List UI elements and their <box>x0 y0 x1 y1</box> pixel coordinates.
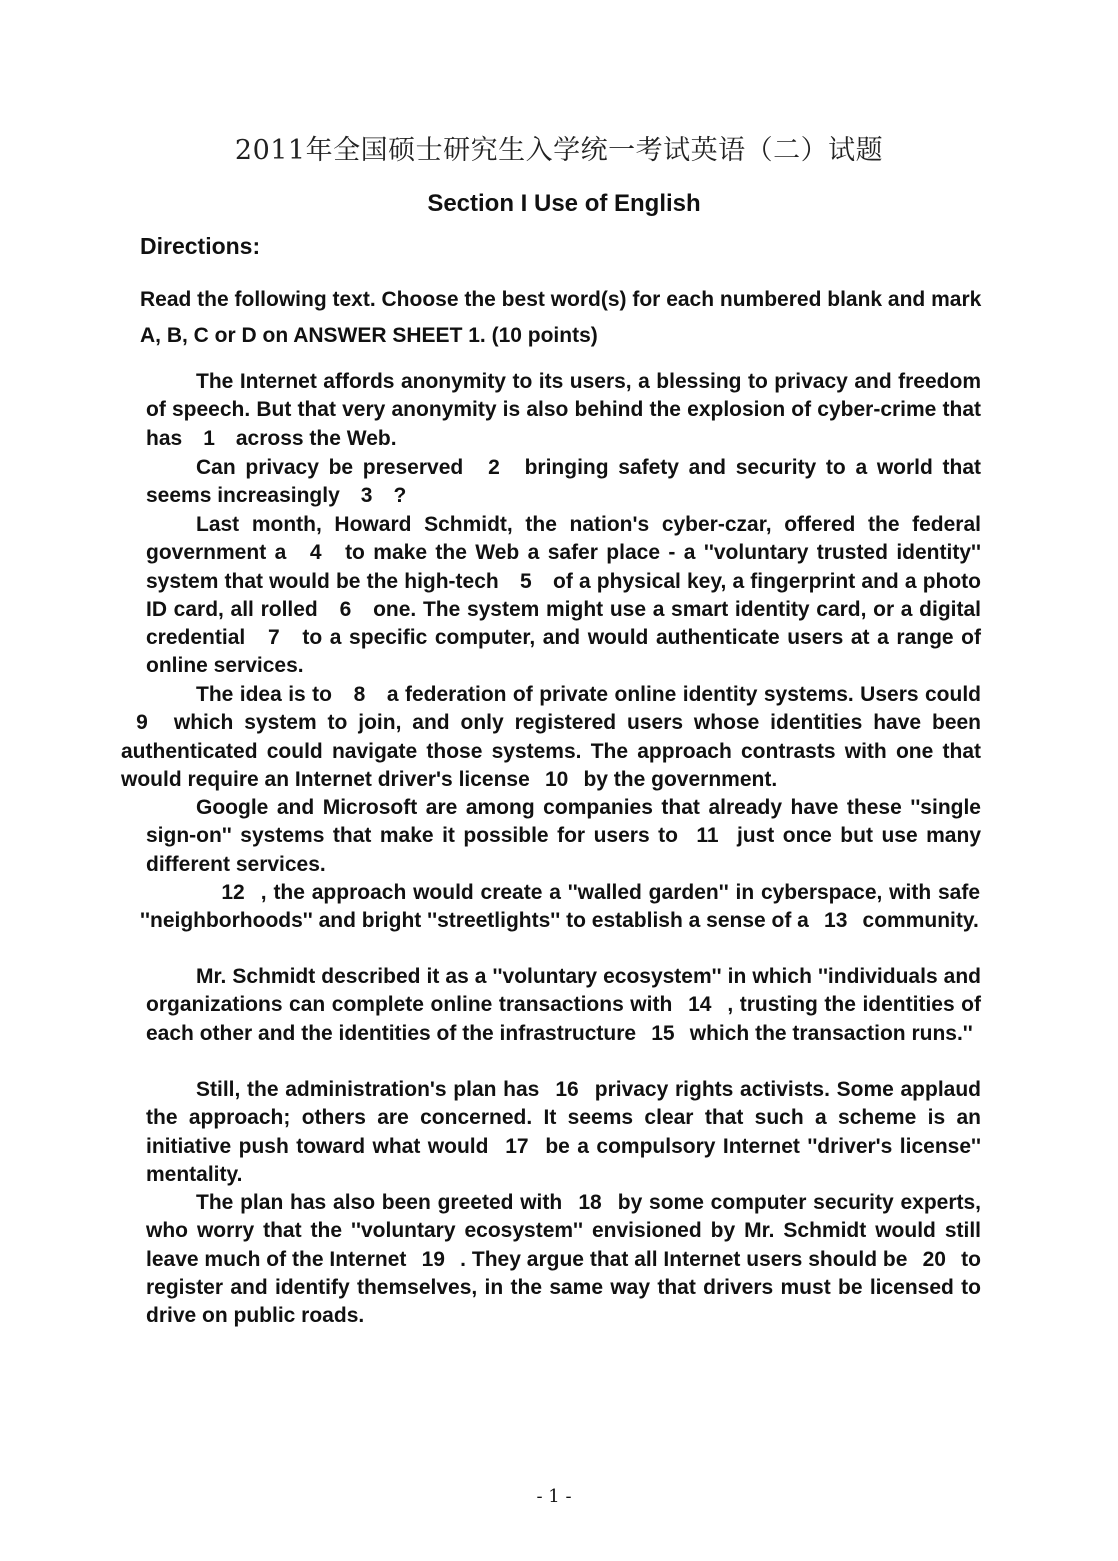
blank-9: 9 <box>136 711 148 735</box>
blank-6: 6 <box>339 597 352 621</box>
blank-1: 1 <box>203 426 215 450</box>
paragraph-9: The plan has also been greeted with 18 by some computer security experts, who worry that the ''voluntary ecosystem'' envisioned by Mr. Schmidt would still leave much of the Internet 19 . They argue that all Internet users should be 20 to register and identify themselves, in the same way that drivers must be licensed to drive on public roads. <box>146 1191 981 1328</box>
paragraph-1: The Internet affords anonymity to its users, a blessing to privacy and freedom of speech. But that very anonymity is also behind the explosion of cyber-crime that has 1 across the Web. <box>146 368 981 453</box>
blank-13: 13 <box>824 909 848 933</box>
blank-18: 18 <box>578 1191 602 1214</box>
blank-5: 5 <box>520 569 532 593</box>
paragraph-7: Mr. Schmidt described it as a ''voluntary ecosystem'' in which ''individuals and organizations can complete online transactions with 14 , trusting the identities of each other and the identities of the infrastructure 15 which the transaction runs.'' <box>146 963 981 1048</box>
blank-12: 12 <box>221 881 245 904</box>
page-number: - 1 - <box>536 1486 572 1507</box>
paragraph-4: The idea is to 8 a federation of private online identity systems. Users could 9 which system to join, and only registered users whose identities have been authenticated could navigate those systems. The approach contrasts with one that would require an Internet driver's license 10 by the government. <box>121 681 981 794</box>
blank-4: 4 <box>309 541 322 565</box>
blank-17: 17 <box>505 1134 529 1158</box>
blank-20: 20 <box>922 1247 946 1271</box>
paragraph-5: Google and Microsoft are among companies that already have these ''single sign-on'' systems that make it possible for users to 11 just once but use many different services. <box>146 796 981 876</box>
blank-2: 2 <box>488 456 500 479</box>
blank-14: 14 <box>688 993 712 1017</box>
instructions-text: Read the following text. Choose the best word(s) for each numbered blank and mark A, B, C or D on ANSWER SHEET 1. (10 points) <box>140 288 982 347</box>
section-heading: Section I Use of English <box>427 190 701 217</box>
paragraph-3: Last month, Howard Schmidt, the nation's cyber-czar, offered the federal government a 4 to make the Web a safer place - a ''voluntary trusted identity'' system that would be the high-tech 5 of a physical key, a fingerprint and a photo ID card, all rolled 6 one. The system might use a smart identity card, or a digital credential 7 to a specific computer, and would authenticate users at a range of online services. <box>146 513 981 678</box>
blank-19: 19 <box>421 1247 445 1271</box>
blank-15: 15 <box>651 1021 675 1045</box>
blank-16: 16 <box>555 1078 579 1101</box>
exam-title: 2011年全国硕士研究生入学统一考试英语（二）试题 <box>234 135 884 166</box>
blank-11: 11 <box>696 824 719 848</box>
directions-label: Directions: <box>140 233 261 259</box>
blank-10: 10 <box>544 767 569 791</box>
blank-7: 7 <box>267 626 280 650</box>
paragraph-8: Still, the administration's plan has 16 privacy rights activists. Some applaud the approach; others are concerned. It seems clear that such a scheme is an initiative push toward what would 17 be a compulsory Internet ''driver's license'' mentality. <box>146 1078 981 1186</box>
blank-3: 3 <box>360 484 373 508</box>
paragraph-6: 12 , the approach would create a ''walled garden'' in cyberspace, with safe ''neighborhoods'' and bright ''streetlights'' to establish a sense of a 13 community. <box>140 879 980 936</box>
blank-8: 8 <box>353 683 366 706</box>
paragraph-2: Can privacy be preserved 2 bringing safety and security to a world that seems increasingly 3 ? <box>146 454 981 511</box>
